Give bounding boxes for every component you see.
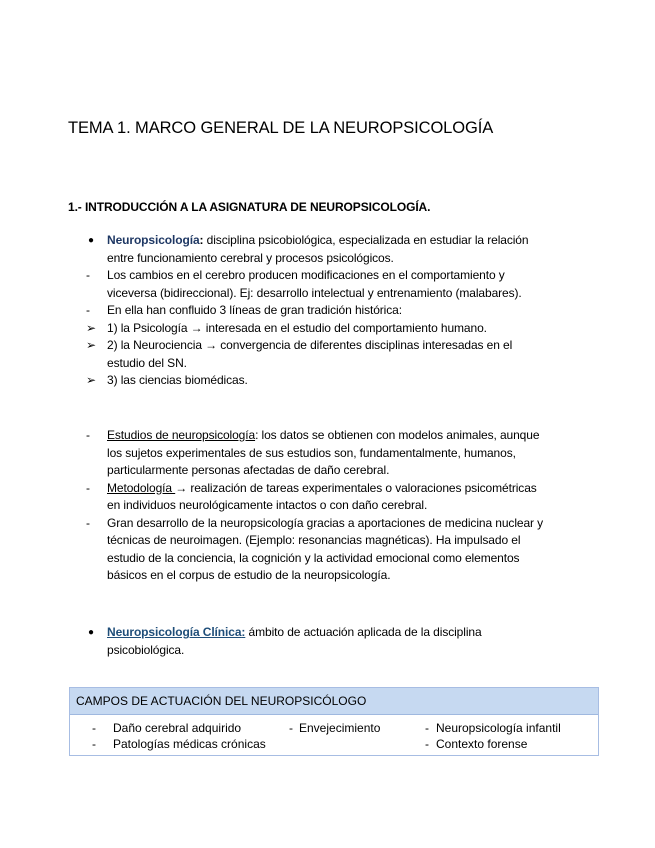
dash-marker: - bbox=[86, 480, 90, 495]
campos-table-body bbox=[70, 715, 598, 755]
campos-table bbox=[69, 687, 599, 756]
dash-marker: - bbox=[86, 515, 90, 530]
term-neuropsicologia: Neuropsicología bbox=[107, 233, 200, 247]
list-item-text: psicobiológica. bbox=[107, 642, 185, 657]
dash-marker: - bbox=[86, 303, 90, 317]
list-item-text: 2) la Neurociencia → convergencia de diferentes disciplinas interesadas en el bbox=[107, 338, 513, 352]
arrow-marker: ➢ bbox=[86, 373, 97, 387]
list-item-text: 1) la Psicología → interesada en el estudio del comportamiento humano. bbox=[107, 320, 487, 335]
list-item-text: entre funcionamiento cerebral y procesos psicológicos. bbox=[107, 250, 394, 265]
campos-dash: - bbox=[289, 721, 293, 735]
campos-item: Daño cerebral adquirido bbox=[113, 721, 242, 735]
term-metodologia: Metodología bbox=[107, 480, 176, 495]
campos-item: Envejecimiento bbox=[299, 721, 381, 735]
arrow-marker: ➢ bbox=[86, 338, 97, 352]
list-item-text: → realización de tareas experimentales o valoraciones psicométricas bbox=[175, 480, 537, 495]
campos-dash: - bbox=[92, 737, 96, 751]
list-item-estudios bbox=[107, 427, 539, 445]
campos-item: Patologías médicas crónicas bbox=[113, 737, 266, 751]
list-item-metodologia bbox=[107, 480, 537, 498]
dash-marker: - bbox=[86, 268, 90, 282]
list-item-text: En ella han confluido 3 líneas de gran tradición histórica: bbox=[107, 303, 402, 317]
list-item-text: estudio de la conciencia, la cognición y la actividad emocional como elementos bbox=[107, 550, 520, 565]
term-colon: : bbox=[241, 625, 246, 639]
section-heading: 1.- INTRODUCCIÓN A LA ASIGNATURA DE NEUROPSICOLOGÍA. bbox=[68, 200, 431, 214]
list-item-text: viceversa (bidireccional). Ej: desarrollo intelectual y entrenamiento (malabares). bbox=[107, 285, 522, 300]
bullet-marker: ● bbox=[88, 235, 95, 246]
document-title: TEMA 1. MARCO GENERAL DE LA NEUROPSICOLOGÍA bbox=[68, 119, 494, 137]
term-neuropsicologia-clinica: Neuropsicología Clínica bbox=[107, 625, 242, 639]
campos-item: Contexto forense bbox=[436, 737, 528, 751]
list-item-text: particularmente personas afectadas de daño cerebral. bbox=[107, 463, 390, 477]
campos-dash: - bbox=[425, 721, 429, 735]
term-colon: : bbox=[199, 233, 204, 247]
arrow-marker: ➢ bbox=[86, 320, 97, 335]
list-item-text: ámbito de actuación aplicada de la disciplina bbox=[245, 625, 482, 639]
campos-item: Neuropsicología infantil bbox=[436, 721, 561, 735]
list-item-text: técnicas de neuroimagen. (Ejemplo: resonancias magnéticas). Ha impulsado el bbox=[107, 533, 521, 547]
list-item-text: disciplina psicobiológica, especializada en estudiar la relación bbox=[203, 233, 529, 247]
list-item-text: 3) las ciencias biomédicas. bbox=[107, 373, 248, 387]
list-item-text: Los cambios en el cerebro producen modificaciones en el comportamiento y bbox=[107, 268, 505, 282]
list-item-text: Gran desarrollo de la neuropsicología gracias a aportaciones de medicina nuclear y bbox=[107, 515, 544, 530]
list-item-text: estudio del SN. bbox=[107, 355, 187, 370]
list-item-text: básicos en el corpus de estudio de la neuropsicología. bbox=[107, 568, 391, 582]
bullet-marker: ● bbox=[88, 627, 95, 638]
list-item-text: en individuos neurológicamente intactos o con daño cerebral. bbox=[107, 498, 428, 512]
list-item-text: : los datos se obtienen con modelos animales, aunque bbox=[255, 428, 540, 442]
campos-table-header: CAMPOS DE ACTUACIÓN DEL NEUROPSICÓLOGO bbox=[70, 688, 598, 715]
list-item-neuropsicologia-clinica bbox=[107, 624, 482, 642]
dash-marker: - bbox=[86, 428, 90, 442]
campos-dash: - bbox=[92, 721, 96, 735]
term-estudios: Estudios de neuropsicología bbox=[107, 428, 256, 442]
campos-dash: - bbox=[425, 737, 429, 751]
list-item-text: los sujetos experimentales de sus estudios son, fundamentalmente, humanos, bbox=[107, 445, 516, 460]
list-item-neuropsicologia bbox=[107, 232, 528, 250]
